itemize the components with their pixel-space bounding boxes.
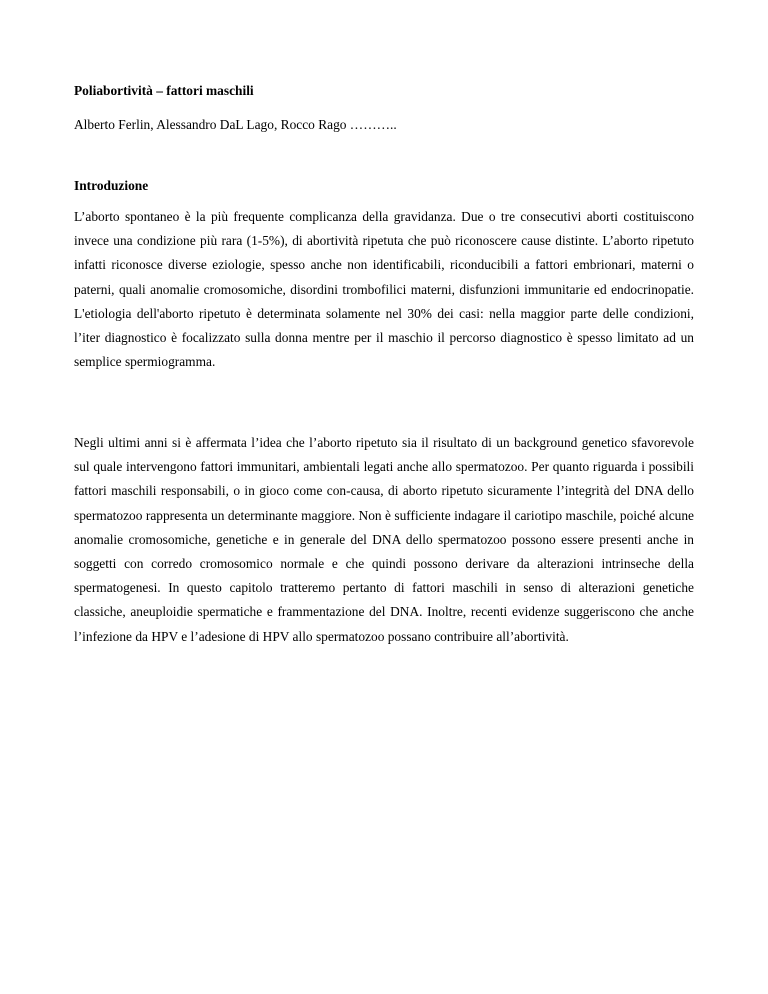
section-heading-introduzione: Introduzione — [74, 178, 149, 193]
document-title: Poliabortività – fattori maschili — [74, 83, 254, 98]
paragraph: Negli ultimi anni si è affermata l’idea che l’aborto ripetuto sia il risultato di un background genetico sfavorevole sul quale intervengono fattori immunitari, ambientali legati anche allo spermatozoo. Per quanto riguarda i possibili fattori maschili responsabili, o in gioco come con-causa, di aborto ripetuto sicuramente l’integrità del DNA dello spermatozoo rappresenta un determinante maggiore. Non è sufficiente indagare il cariotipo maschile, poiché alcune anomalie cromosomiche, genetiche e in generale del DNA dello spermatozoo possono essere presenti anche in soggetti con corredo cromosomico normale e che quindi possono derivare da alterazioni intrinseche della spermatogenesi. In questo capitolo tratteremo pertanto di fattori maschili in senso di alterazioni genetiche classiche, aneuploidie spermatiche e frammentazione del DNA. Inoltre, recenti evidenze suggeriscono che anche l’infezione da HPV e l’adesione di HPV allo spermatozoo possano contribuire all’abortività. — [74, 435, 694, 644]
author-list: Alberto Ferlin, Alessandro DaL Lago, Rocco Rago ……….. — [74, 117, 397, 132]
paragraph: L’aborto spontaneo è la più frequente complicanza della gravidanza. Due o tre consecutivi aborti costituiscono invece una condizione più rara (1-5%), di abortività ripetuta che può riconoscere cause distinte. L’aborto ripetuto infatti riconosce diverse eziologie, spesso anche non identificabili, riconducibili a fattori embrionari, materni o paterni, quali anomalie cromosomiche, disordini trombofilici materni, disfunzioni immunitarie ed endocrinopatie. L'etiologia dell'aborto ripetuto è determinata solamente nel 30% dei casi: nella maggior parte delle condizioni, l’iter diagnostico è focalizzato sulla donna mentre per il maschio il percorso diagnostico è spesso limitato ad un semplice spermiogramma. — [74, 209, 694, 370]
